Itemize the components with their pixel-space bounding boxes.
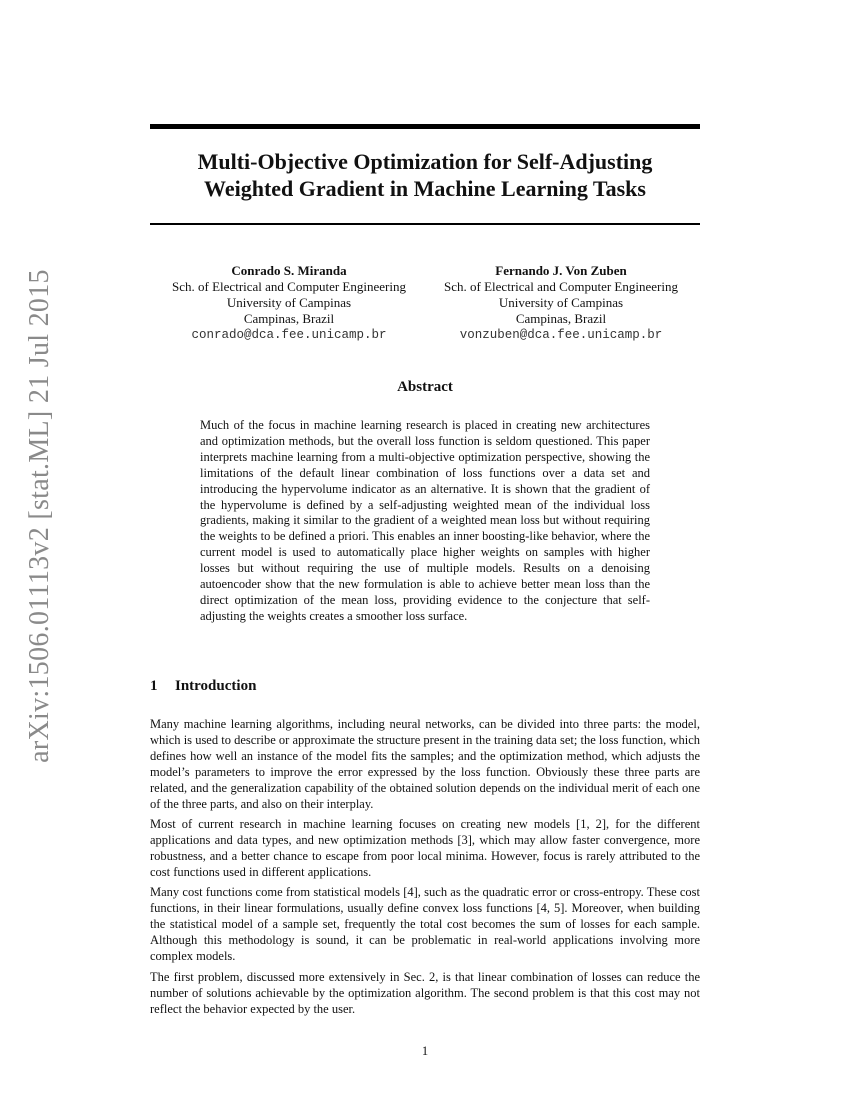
author-department: Sch. of Electrical and Computer Engineering (444, 279, 678, 294)
author-name: Conrado S. Miranda (231, 263, 347, 278)
author-location: Campinas, Brazil (243, 311, 335, 326)
author-department: Sch. of Electrical and Computer Engineering (172, 279, 406, 294)
author-university: University of Campinas (226, 295, 352, 310)
section-title: Introduction (175, 678, 257, 694)
arxiv-identifier-stamp: arXiv:1506.01113v2 [stat.ML] 21 Jul 2015 (24, 269, 55, 763)
body-paragraph: The first problem, discussed more extensively in Sec. 2, is that linear combination of losses can reduce the number of solutions achievable by the optimization algorithm. The second problem is that this cost may not reflect the behavior expected by the user. (150, 970, 700, 1016)
author-block-1 (154, 263, 424, 343)
body-paragraph: Many cost functions come from statistical models [4], such as the quadratic error or cross-entropy. These cost functions, in their linear formulations, usually define convex loss functions [4, 5]. Moreover, when building the statistical model of a sample set, frequently the total cost becomes the sum of losses for each sample. Although this methodology is sound, it can be problematic in real-world applications involving more complex models. (150, 885, 700, 963)
title-bottom-rule (150, 223, 700, 225)
abstract-text: Much of the focus in machine learning research is placed in creating new architectures and optimization methods, but the overall loss function is seldom questioned. This paper interprets machine learning from a multi-objective optimization perspective, showing the limitations of the default linear combination of loss functions over a data set and introducing the hypervolume indicator as an alternative. It is shown that the gradient of the hypervolume is defined by a self-adjusting weighted mean of the individual loss gradients, making it similar to the gradient of a weighted mean loss but without requiring the weights to be defined a priori. This enables an inner boosting-like behavior, where the current model is used to automatically place higher weights on samples with higher losses but without requiring the use of multiple models. Results on a denoising autoencoder show that the new formulation is able to achieve better mean loss than the direct optimization of the mean loss, providing evidence to the conjecture that self-adjusting the weights creates a smoother loss surface. (200, 418, 650, 623)
author-university: University of Campinas (498, 295, 624, 310)
abstract-heading: Abstract (397, 379, 453, 395)
paper-title (150, 148, 700, 202)
author-email: conrado@dca.fee.unicamp.br (191, 328, 387, 342)
title-line-2: Weighted Gradient in Machine Learning Tasks (204, 176, 646, 201)
author-location: Campinas, Brazil (515, 311, 607, 326)
author-name: Fernando J. Von Zuben (495, 263, 627, 278)
body-paragraph: Most of current research in machine learning focuses on creating new models [1, 2], for the different applications and data types, and new optimization methods [3], which may allow faster convergence, more robustness, and a better chance to escape from poor local minima. However, focus is rarely attributed to the cost functions used in different applications. (150, 817, 700, 879)
author-email: vonzuben@dca.fee.unicamp.br (459, 328, 663, 342)
title-line-1: Multi-Objective Optimization for Self-Adjusting (197, 149, 653, 174)
body-paragraph: Many machine learning algorithms, including neural networks, can be divided into three parts: the model, which is used to describe or approximate the structure present in the training data set; the loss function, which defines how well an instance of the model fits the samples; and the optimization method, which adjusts the model’s parameters to improve the error expressed by the loss function. Obviously these three parts are related, and the generalization capability of the obtained solution depends on the individual merit of each one of the three parts, and also on their interplay. (150, 717, 700, 811)
author-block-2 (426, 263, 696, 343)
section-heading (150, 678, 256, 695)
title-top-rule (150, 124, 700, 129)
section-number: 1 (150, 678, 158, 694)
page-number: 1 (421, 1044, 429, 1058)
